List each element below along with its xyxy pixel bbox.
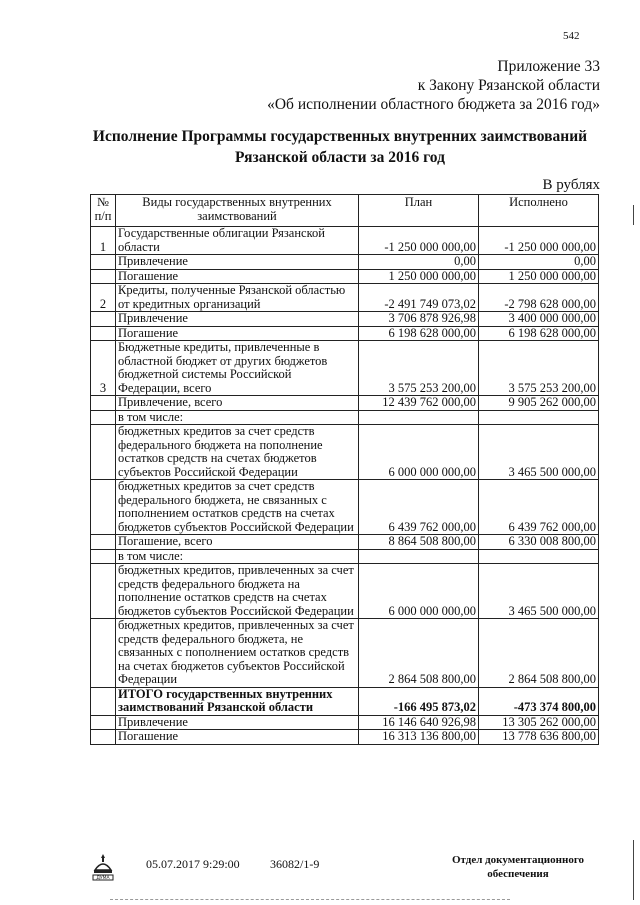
row-number (91, 425, 116, 480)
table-row (91, 341, 599, 396)
row-name: Погашение (116, 326, 359, 341)
table-row (91, 269, 599, 284)
table-row (91, 284, 599, 312)
row-plan: 6 198 628 000,00 (359, 326, 479, 341)
row-done: -1 250 000 000,00 (479, 227, 599, 255)
header-done: Исполнено (479, 195, 599, 227)
table-body (91, 227, 599, 745)
row-done: 0,00 (479, 255, 599, 270)
row-number (91, 326, 116, 341)
row-number: 3 (91, 341, 116, 396)
row-number (91, 410, 116, 425)
row-name: Привлечение (116, 715, 359, 730)
appendix-line-1: Приложение 33 (497, 58, 600, 75)
dept-line-1: Отдел документационного (451, 854, 585, 866)
row-plan: 12 439 762 000,00 (359, 396, 479, 411)
row-plan: 16 146 640 926,98 (359, 715, 479, 730)
row-name: Привлечение (116, 255, 359, 270)
appendix-line-3: «Об исполнении областного бюджета за 2016 год» (267, 96, 600, 113)
table-row (91, 227, 599, 255)
row-done: 3 465 500 000,00 (479, 564, 599, 619)
row-plan: 6 439 762 000,00 (359, 480, 479, 535)
row-name: Погашение, всего (116, 535, 359, 550)
row-done: 9 905 262 000,00 (479, 396, 599, 411)
row-name: Погашение (116, 730, 359, 745)
row-name: бюджетных кредитов за счет средств федерального бюджета на пополнение остатков средств на счетах бюджетов субъектов Российской Федерации (116, 425, 359, 480)
row-plan (359, 549, 479, 564)
row-done: 6 330 008 800,00 (479, 535, 599, 550)
document-title (60, 126, 620, 168)
row-number (91, 396, 116, 411)
row-done: 2 864 508 800,00 (479, 619, 599, 688)
table-row (91, 687, 599, 715)
duma-logo-icon (88, 852, 118, 882)
row-number (91, 715, 116, 730)
row-plan: 8 864 508 800,00 (359, 535, 479, 550)
row-plan: 6 000 000 000,00 (359, 564, 479, 619)
row-name: Привлечение (116, 312, 359, 327)
table-row (91, 425, 599, 480)
row-plan: 1 250 000 000,00 (359, 269, 479, 284)
dept-line-2: обеспечения (487, 868, 549, 880)
row-done (479, 549, 599, 564)
row-plan: 3 706 878 926,98 (359, 312, 479, 327)
page-number: 542 (563, 30, 580, 42)
table-row (91, 730, 599, 745)
table-row (91, 564, 599, 619)
row-name: Государственные облигации Рязанской области (116, 227, 359, 255)
row-number (91, 269, 116, 284)
footer-date: 05.07.2017 9:29:00 (146, 857, 240, 871)
row-name: Кредиты, полученные Рязанской областью от кредитных организаций (116, 284, 359, 312)
table-row (91, 326, 599, 341)
row-name: ИТОГО государственных внутренних заимствований Рязанской области (116, 687, 359, 715)
scan-bottom-line (110, 899, 510, 902)
row-name: бюджетных кредитов, привлеченных за счет средств федерального бюджета, не связанных с пополнением остатков средств на счетах бюджетов субъектов Российской Федерации (116, 619, 359, 688)
row-done: 6 198 628 000,00 (479, 326, 599, 341)
table-row (91, 535, 599, 550)
row-done: 13 778 636 800,00 (479, 730, 599, 745)
row-done: 3 465 500 000,00 (479, 425, 599, 480)
row-done (479, 410, 599, 425)
table-row (91, 619, 599, 688)
row-number (91, 619, 116, 688)
row-done: -2 798 628 000,00 (479, 284, 599, 312)
row-name: бюджетных кредитов, привлеченных за счет средств федерального бюджета на пополнение остатков средств на счетах бюджетов субъектов Российской Федерации (116, 564, 359, 619)
scan-edge-mark-bottom (633, 840, 634, 900)
title-line-1: Исполнение Программы государственных внутренних заимствований (92, 128, 588, 145)
row-name: в том числе: (116, 410, 359, 425)
title-line-2: Рязанской области за 2016 год (235, 149, 445, 166)
header-type: Виды государственных внутренних заимствований (116, 195, 359, 227)
row-number (91, 564, 116, 619)
row-name: Бюджетные кредиты, привлеченные в областной бюджет от других бюджетов бюджетной системы Российской Федерации, всего (116, 341, 359, 396)
appendix-header (267, 57, 600, 114)
footer-department (428, 853, 608, 881)
unit-label: В рублях (542, 177, 600, 193)
row-number (91, 549, 116, 564)
table-row (91, 715, 599, 730)
row-name: в том числе: (116, 549, 359, 564)
row-number (91, 480, 116, 535)
row-plan (359, 410, 479, 425)
row-plan: 0,00 (359, 255, 479, 270)
table-row (91, 549, 599, 564)
table-row (91, 410, 599, 425)
row-name: Погашение (116, 269, 359, 284)
row-plan: -2 491 749 073,02 (359, 284, 479, 312)
row-number: 1 (91, 227, 116, 255)
appendix-line-2: к Закону Рязанской области (417, 77, 600, 94)
row-plan: -1 250 000 000,00 (359, 227, 479, 255)
row-name: Привлечение, всего (116, 396, 359, 411)
row-number (91, 687, 116, 715)
row-plan: 16 313 136 800,00 (359, 730, 479, 745)
row-number (91, 535, 116, 550)
row-number (91, 730, 116, 745)
scan-edge-mark (633, 205, 634, 225)
header-num: № п/п (91, 195, 116, 227)
row-plan: 3 575 253 200,00 (359, 341, 479, 396)
row-number (91, 312, 116, 327)
table-header-row (91, 195, 599, 227)
header-plan: План (359, 195, 479, 227)
logo-text: ДУМА (96, 876, 110, 881)
borrowing-table (90, 194, 599, 745)
table-row (91, 255, 599, 270)
row-plan: 2 864 508 800,00 (359, 619, 479, 688)
row-done: 6 439 762 000,00 (479, 480, 599, 535)
row-done: -473 374 800,00 (479, 687, 599, 715)
row-plan: 6 000 000 000,00 (359, 425, 479, 480)
row-name: бюджетных кредитов за счет средств федерального бюджета, не связанных с пополнением остатков средств на счетах бюджетов субъектов Российской Федерации (116, 480, 359, 535)
row-done: 1 250 000 000,00 (479, 269, 599, 284)
row-done: 3 400 000 000,00 (479, 312, 599, 327)
row-number (91, 255, 116, 270)
table-row (91, 312, 599, 327)
row-number: 2 (91, 284, 116, 312)
footer-doc-id: 36082/1-9 (270, 857, 320, 871)
table-row (91, 480, 599, 535)
table-row (91, 396, 599, 411)
row-plan: -166 495 873,02 (359, 687, 479, 715)
row-done: 3 575 253 200,00 (479, 341, 599, 396)
row-done: 13 305 262 000,00 (479, 715, 599, 730)
